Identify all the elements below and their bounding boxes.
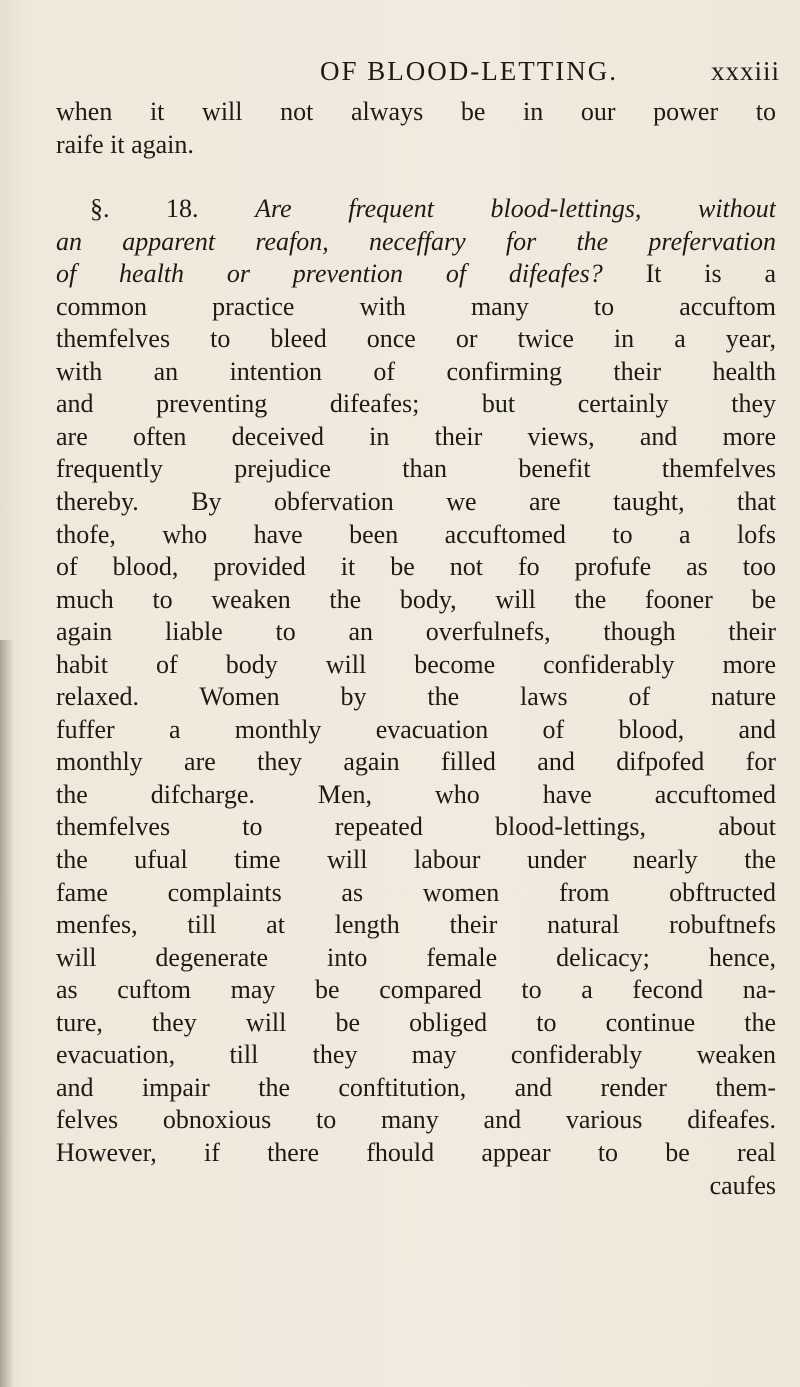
text-line: as cuftom may be compared to a fecond na- [56, 975, 776, 1005]
section-question-part: Are frequent blood-lettings, without [255, 194, 776, 224]
text-line: thereby. By obfervation we are taught, that [56, 487, 776, 517]
text-line: of blood, provided it be not fo profufe as too [56, 552, 776, 582]
text-line: monthly are they again filled and difpofed for [56, 747, 776, 777]
text-line: and preventing difeafes; but certainly they [56, 389, 776, 419]
running-head-title: OF BLOOD-LETTING. [320, 56, 618, 86]
text-line: and impair the conftitution, and render them- [56, 1072, 776, 1102]
text-line: again liable to an overfulnefs, though their [56, 617, 776, 647]
text-line: felves obnoxious to many and various difeafes. [56, 1105, 776, 1135]
text-line: menfes, till at length their natural robuftnefs [56, 910, 776, 940]
text-line: are often deceived in their views, and more [56, 421, 776, 451]
binding-shadow [0, 640, 14, 1387]
text-line: ture, they will be obliged to continue the [56, 1007, 776, 1037]
catchword: caufes [709, 1170, 776, 1200]
text-line: much to weaken the body, will the fooner be [56, 584, 776, 614]
text-line: fame complaints as women from obftructed [56, 877, 776, 907]
text-line: evacuation, till they may confiderably weaken [56, 1040, 776, 1070]
section-question-part: an apparent reafon, neceffary for the prefervation [56, 226, 776, 256]
text-line: thofe, who have been accuftomed to a lofs [56, 519, 776, 549]
text-line: raife it again. [56, 129, 194, 159]
text-line: However, if there fhould appear to be real [56, 1137, 776, 1167]
text-line: when it will not always be in our power to [56, 97, 776, 126]
text-line: the ufual time will labour under nearly the [56, 845, 776, 875]
section-question-part: of health or prevention of difeafes? [56, 259, 603, 289]
section-heading-line [56, 193, 776, 226]
text-line: the difcharge. Men, who have accuftomed [56, 779, 776, 809]
paragraph-gap [56, 161, 776, 193]
text-line: habit of body will become confiderably more [56, 649, 776, 679]
text-line: themfelves to bleed once or twice in a year, [56, 324, 776, 354]
text-fragment: It is a [645, 259, 776, 289]
body-text [56, 96, 776, 1202]
text-line: relaxed. Women by the laws of nature [56, 682, 776, 712]
text-line: frequently prejudice than benefit themfelves [56, 454, 776, 484]
section-mark: §. 18. [90, 194, 199, 224]
text-line: will degenerate into female delicacy; hence, [56, 942, 776, 972]
text-line: with an intention of confirming their health [56, 356, 776, 386]
section-question-line [56, 226, 776, 259]
text-line: fuffer a monthly evacuation of blood, and [56, 714, 776, 744]
section-question-line [56, 258, 776, 291]
text-line: themfelves to repeated blood-lettings, about [56, 812, 776, 842]
text-line: common practice with many to accuftom [56, 291, 776, 321]
page-number: xxxiii [710, 56, 780, 86]
running-head [320, 56, 780, 92]
